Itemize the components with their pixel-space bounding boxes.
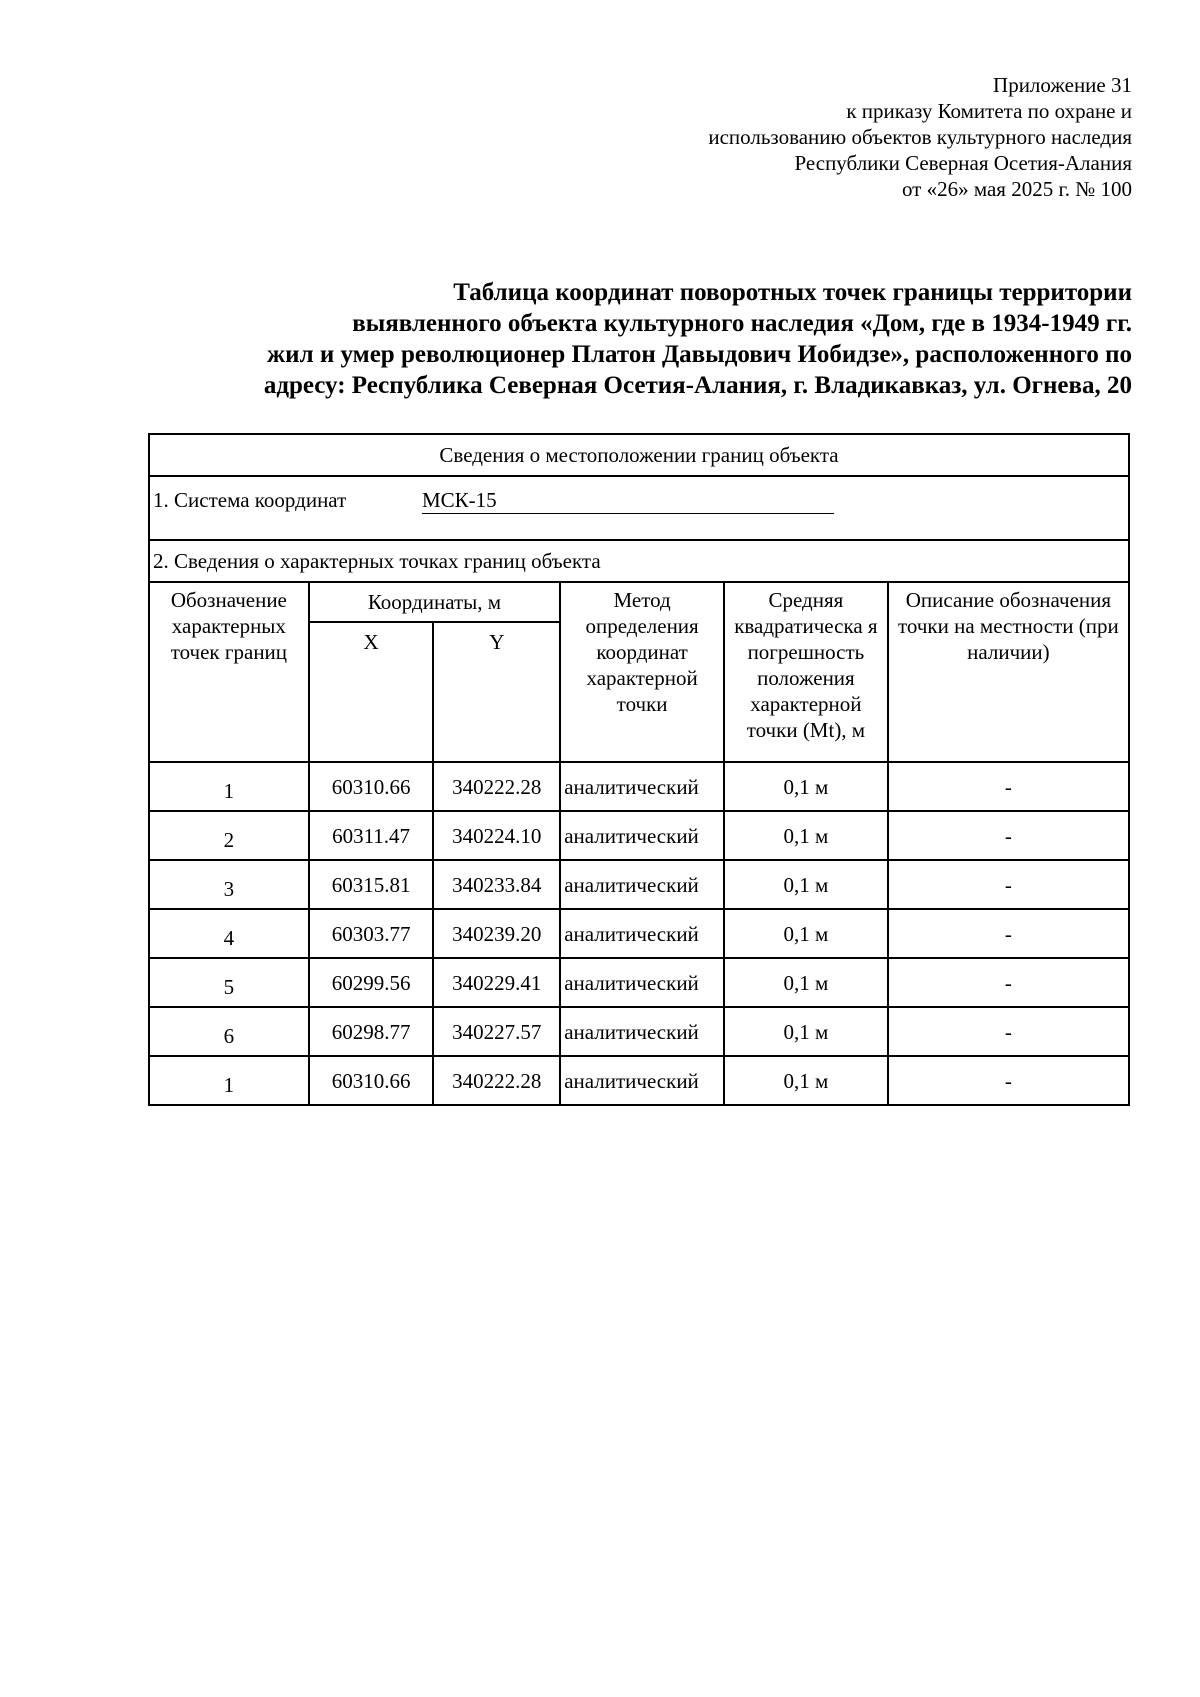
y-cell: 340229.41 [433, 958, 560, 1007]
description-cell: - [888, 1007, 1129, 1056]
method-cell: аналитический [560, 811, 724, 860]
appendix-line: от «26» мая 2025 г. № 100 [901, 177, 1132, 201]
x-cell: 60315.81 [309, 860, 434, 909]
description-cell: - [888, 958, 1129, 1007]
y-cell: 340222.28 [433, 762, 560, 811]
error-cell: 0,1 м [724, 1056, 888, 1105]
y-header: Y [433, 622, 560, 762]
point-cell: 4 [149, 909, 309, 958]
error-cell: 0,1 м [724, 762, 888, 811]
description-cell: - [888, 860, 1129, 909]
y-cell: 340233.84 [433, 860, 560, 909]
description-cell: - [888, 811, 1129, 860]
designation-header: Обозначение характерных точек границ [149, 582, 309, 762]
appendix-line: Приложение 31 [993, 73, 1132, 97]
document-title [120, 277, 1132, 401]
point-cell: 1 [149, 762, 309, 811]
table-row [149, 909, 1129, 958]
x-cell: 60303.77 [309, 909, 434, 958]
method-cell: аналитический [560, 909, 724, 958]
appendix-line: использованию объектов культурного наследия [708, 125, 1132, 149]
y-cell: 340227.57 [433, 1007, 560, 1056]
table-row [149, 958, 1129, 1007]
table-row [149, 1056, 1129, 1105]
title-line: Таблица координат поворотных точек границы территории [453, 279, 1132, 306]
title-line: выявленного объекта культурного наследия «Дом, где в 1934-1949 гг. [352, 310, 1132, 337]
points-header: 2. Сведения о характерных точках границ объекта [149, 540, 1129, 582]
method-cell: аналитический [560, 958, 724, 1007]
x-cell: 60310.66 [309, 1056, 434, 1105]
table-row [149, 860, 1129, 909]
error-cell: 0,1 м [724, 811, 888, 860]
coordinate-system-row [149, 476, 1129, 540]
x-cell: 60299.56 [309, 958, 434, 1007]
point-cell: 6 [149, 1007, 309, 1056]
section-header: Сведения о местоположении границ объекта [149, 434, 1129, 476]
x-cell: 60298.77 [309, 1007, 434, 1056]
y-cell: 340239.20 [433, 909, 560, 958]
method-cell: аналитический [560, 860, 724, 909]
coordinate-system-value: МСК-15 [422, 487, 834, 514]
error-header: Средняя квадратическа я погрешность положения характерной точки (Mt), м [724, 582, 888, 762]
description-cell: - [888, 909, 1129, 958]
title-line: жил и умер революционер Платон Давыдович Иобидзе», расположенного по [267, 341, 1132, 368]
point-cell: 2 [149, 811, 309, 860]
title-line: адресу: Республика Северная Осетия-Алания, г. Владикавказ, ул. Огнева, 20 [263, 372, 1132, 399]
y-cell: 340224.10 [433, 811, 560, 860]
error-cell: 0,1 м [724, 958, 888, 1007]
coordinate-system-label: 1. Система координат [153, 488, 347, 512]
table-row [149, 1007, 1129, 1056]
appendix-line: Республики Северная Осетия-Алания [794, 151, 1132, 175]
description-cell: - [888, 762, 1129, 811]
method-cell: аналитический [560, 1007, 724, 1056]
table-row [149, 811, 1129, 860]
point-cell: 5 [149, 958, 309, 1007]
x-header: X [309, 622, 434, 762]
method-header: Метод определения координат характерной точки [560, 582, 724, 762]
description-header: Описание обозначения точки на местности (при наличии) [888, 582, 1129, 762]
point-cell: 3 [149, 860, 309, 909]
error-cell: 0,1 м [724, 1007, 888, 1056]
coordinates-header: Координаты, м [309, 582, 560, 622]
appendix-header [572, 72, 1132, 202]
method-cell: аналитический [560, 1056, 724, 1105]
error-cell: 0,1 м [724, 909, 888, 958]
coordinates-table [148, 433, 1130, 1106]
x-cell: 60311.47 [309, 811, 434, 860]
y-cell: 340222.28 [433, 1056, 560, 1105]
appendix-line: к приказу Комитета по охране и [846, 99, 1132, 123]
point-cell: 1 [149, 1056, 309, 1105]
method-cell: аналитический [560, 762, 724, 811]
error-cell: 0,1 м [724, 860, 888, 909]
description-cell: - [888, 1056, 1129, 1105]
x-cell: 60310.66 [309, 762, 434, 811]
table-row [149, 762, 1129, 811]
